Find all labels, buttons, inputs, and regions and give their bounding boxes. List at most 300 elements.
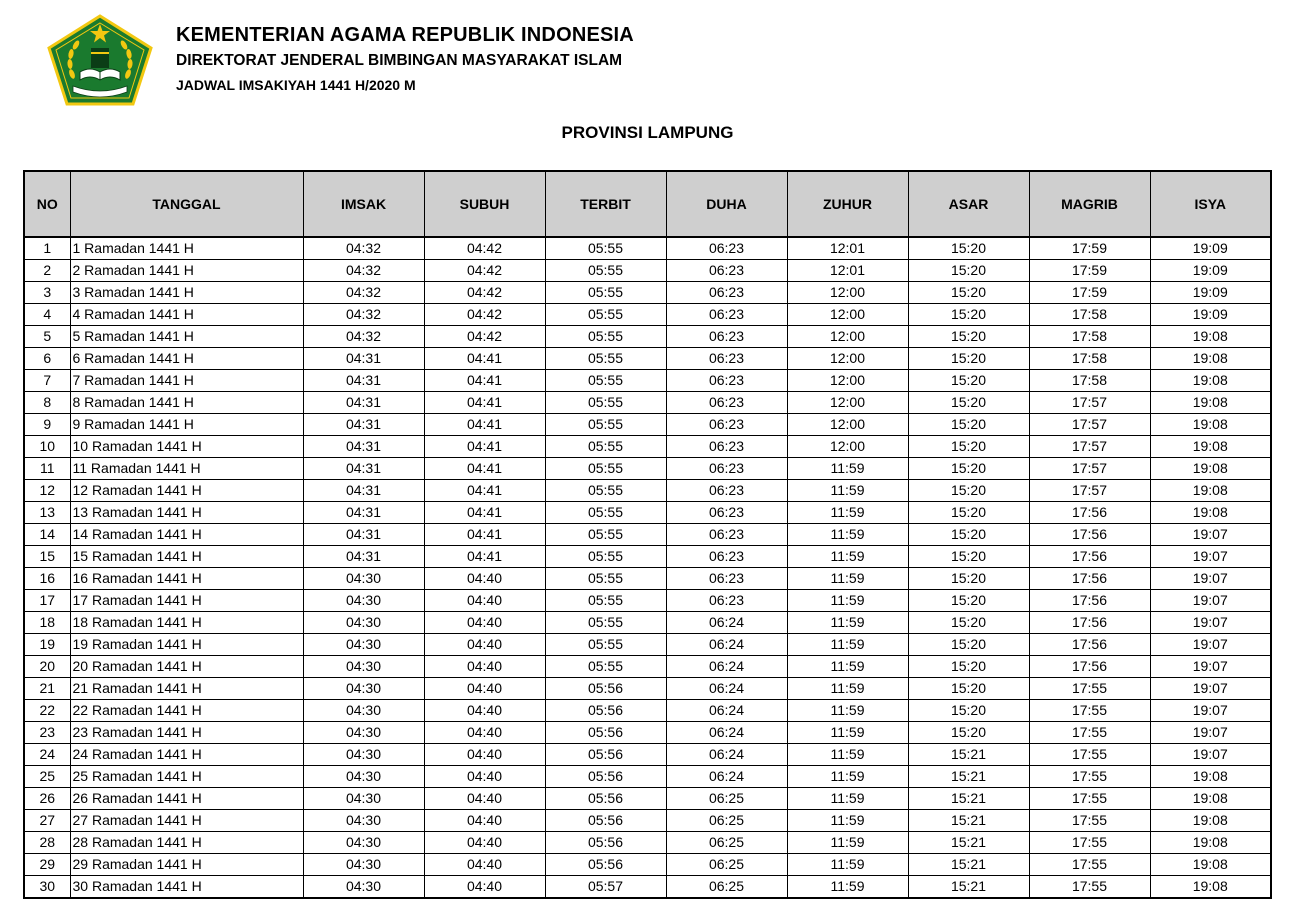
table-row <box>24 546 1271 568</box>
table-cell: 05:55 <box>545 260 666 282</box>
table-row <box>24 656 1271 678</box>
table-cell: 11 <box>24 458 70 480</box>
table-cell: 19 <box>24 634 70 656</box>
table-cell: 15:20 <box>908 304 1029 326</box>
table-cell: 17:56 <box>1029 634 1150 656</box>
table-cell: 26 Ramadan 1441 H <box>70 788 303 810</box>
table-cell: 06:23 <box>666 326 787 348</box>
table-cell: 9 <box>24 414 70 436</box>
table-cell: 25 Ramadan 1441 H <box>70 766 303 788</box>
table-cell: 5 Ramadan 1441 H <box>70 326 303 348</box>
table-row <box>24 744 1271 766</box>
table-cell: 15:20 <box>908 524 1029 546</box>
table-cell: 06:23 <box>666 304 787 326</box>
table-cell: 12:00 <box>787 304 908 326</box>
table-cell: 7 <box>24 370 70 392</box>
table-cell: 19 Ramadan 1441 H <box>70 634 303 656</box>
table-cell: 04:31 <box>303 524 424 546</box>
table-row <box>24 612 1271 634</box>
table-cell: 17:56 <box>1029 612 1150 634</box>
table-cell: 19:08 <box>1150 832 1271 854</box>
table-cell: 11 Ramadan 1441 H <box>70 458 303 480</box>
table-cell: 11:59 <box>787 744 908 766</box>
table-cell: 04:31 <box>303 414 424 436</box>
table-cell: 06:23 <box>666 502 787 524</box>
table-row <box>24 282 1271 304</box>
table-cell: 6 <box>24 348 70 370</box>
table-cell: 05:55 <box>545 392 666 414</box>
table-cell: 19:08 <box>1150 414 1271 436</box>
table-cell: 15:20 <box>908 237 1029 260</box>
table-cell: 11:59 <box>787 546 908 568</box>
table-cell: 06:23 <box>666 480 787 502</box>
table-cell: 17 Ramadan 1441 H <box>70 590 303 612</box>
table-row <box>24 832 1271 854</box>
table-cell: 04:40 <box>424 590 545 612</box>
table-cell: 19:08 <box>1150 370 1271 392</box>
table-cell: 04:40 <box>424 876 545 899</box>
table-cell: 19:08 <box>1150 436 1271 458</box>
table-cell: 12:00 <box>787 348 908 370</box>
table-cell: 04:31 <box>303 546 424 568</box>
table-cell: 04:30 <box>303 656 424 678</box>
table-cell: 04:41 <box>424 480 545 502</box>
table-cell: 15:20 <box>908 282 1029 304</box>
table-cell: 06:23 <box>666 392 787 414</box>
table-cell: 4 <box>24 304 70 326</box>
table-row <box>24 568 1271 590</box>
table-cell: 04:42 <box>424 304 545 326</box>
table-cell: 12:00 <box>787 392 908 414</box>
table-cell: 06:24 <box>666 612 787 634</box>
table-cell: 14 <box>24 524 70 546</box>
table-cell: 17:57 <box>1029 436 1150 458</box>
table-cell: 19:08 <box>1150 788 1271 810</box>
table-cell: 04:30 <box>303 854 424 876</box>
table-cell: 19:07 <box>1150 524 1271 546</box>
table-cell: 24 <box>24 744 70 766</box>
table-cell: 17:58 <box>1029 348 1150 370</box>
table-cell: 04:40 <box>424 722 545 744</box>
table-cell: 15:21 <box>908 810 1029 832</box>
table-cell: 10 <box>24 436 70 458</box>
table-row <box>24 590 1271 612</box>
table-cell: 28 Ramadan 1441 H <box>70 832 303 854</box>
table-cell: 17:56 <box>1029 568 1150 590</box>
table-cell: 05:55 <box>545 502 666 524</box>
table-cell: 19:07 <box>1150 722 1271 744</box>
table-cell: 17:56 <box>1029 546 1150 568</box>
table-cell: 15:21 <box>908 876 1029 899</box>
table-cell: 27 Ramadan 1441 H <box>70 810 303 832</box>
table-cell: 04:40 <box>424 612 545 634</box>
table-cell: 15:20 <box>908 480 1029 502</box>
table-cell: 04:31 <box>303 392 424 414</box>
table-cell: 15:20 <box>908 326 1029 348</box>
table-cell: 04:41 <box>424 502 545 524</box>
table-cell: 9 Ramadan 1441 H <box>70 414 303 436</box>
table-cell: 05:56 <box>545 700 666 722</box>
table-cell: 05:55 <box>545 612 666 634</box>
table-row <box>24 678 1271 700</box>
table-row <box>24 722 1271 744</box>
table-cell: 05:55 <box>545 458 666 480</box>
table-cell: 19:08 <box>1150 766 1271 788</box>
table-cell: 15:21 <box>908 766 1029 788</box>
table-row <box>24 348 1271 370</box>
table-cell: 19:09 <box>1150 282 1271 304</box>
table-cell: 06:24 <box>666 656 787 678</box>
table-row <box>24 634 1271 656</box>
table-cell: 05:56 <box>545 766 666 788</box>
table-cell: 04:30 <box>303 876 424 899</box>
imsakiyah-table <box>23 170 1272 899</box>
column-header: TANGGAL <box>70 171 303 237</box>
table-cell: 06:25 <box>666 810 787 832</box>
table-cell: 06:24 <box>666 678 787 700</box>
table-row <box>24 370 1271 392</box>
table-cell: 05:55 <box>545 480 666 502</box>
table-cell: 22 Ramadan 1441 H <box>70 700 303 722</box>
table-cell: 15:20 <box>908 656 1029 678</box>
table-cell: 17:57 <box>1029 480 1150 502</box>
table-cell: 11:59 <box>787 568 908 590</box>
table-cell: 06:24 <box>666 700 787 722</box>
table-cell: 19:07 <box>1150 546 1271 568</box>
table-cell: 15:21 <box>908 832 1029 854</box>
table-cell: 04:32 <box>303 260 424 282</box>
table-cell: 15:20 <box>908 722 1029 744</box>
table-cell: 05:56 <box>545 722 666 744</box>
table-cell: 19:07 <box>1150 744 1271 766</box>
table-cell: 04:42 <box>424 326 545 348</box>
table-cell: 05:55 <box>545 568 666 590</box>
table-cell: 21 Ramadan 1441 H <box>70 678 303 700</box>
table-cell: 05:55 <box>545 634 666 656</box>
table-cell: 04:42 <box>424 237 545 260</box>
table-cell: 15:20 <box>908 348 1029 370</box>
table-cell: 15 Ramadan 1441 H <box>70 546 303 568</box>
table-row <box>24 436 1271 458</box>
table-cell: 17:59 <box>1029 260 1150 282</box>
table-cell: 15:20 <box>908 634 1029 656</box>
table-cell: 25 <box>24 766 70 788</box>
table-row <box>24 700 1271 722</box>
table-cell: 24 Ramadan 1441 H <box>70 744 303 766</box>
table-cell: 04:32 <box>303 237 424 260</box>
table-cell: 11:59 <box>787 766 908 788</box>
table-cell: 05:56 <box>545 854 666 876</box>
directorate-title: DIREKTORAT JENDERAL BIMBINGAN MASYARAKAT ISLAM <box>176 52 623 69</box>
table-cell: 04:42 <box>424 260 545 282</box>
table-cell: 06:25 <box>666 788 787 810</box>
table-cell: 15:20 <box>908 700 1029 722</box>
table-cell: 11:59 <box>787 678 908 700</box>
table-row <box>24 766 1271 788</box>
table-cell: 28 <box>24 832 70 854</box>
table-cell: 11:59 <box>787 722 908 744</box>
table-cell: 11:59 <box>787 524 908 546</box>
table-cell: 17:55 <box>1029 854 1150 876</box>
table-cell: 12:01 <box>787 260 908 282</box>
table-cell: 1 <box>24 237 70 260</box>
table-cell: 30 Ramadan 1441 H <box>70 876 303 899</box>
table-cell: 04:30 <box>303 590 424 612</box>
table-row <box>24 304 1271 326</box>
table-cell: 04:30 <box>303 744 424 766</box>
table-cell: 06:23 <box>666 524 787 546</box>
table-row <box>24 524 1271 546</box>
table-cell: 06:23 <box>666 348 787 370</box>
table-cell: 8 Ramadan 1441 H <box>70 392 303 414</box>
table-cell: 19:09 <box>1150 260 1271 282</box>
table-cell: 04:32 <box>303 326 424 348</box>
table-cell: 12:00 <box>787 414 908 436</box>
table-cell: 04:31 <box>303 436 424 458</box>
table-cell: 06:23 <box>666 590 787 612</box>
table-cell: 04:42 <box>424 282 545 304</box>
table-cell: 19:08 <box>1150 458 1271 480</box>
table-cell: 06:25 <box>666 854 787 876</box>
table-row <box>24 260 1271 282</box>
table-cell: 12:01 <box>787 237 908 260</box>
table-cell: 05:57 <box>545 876 666 899</box>
table-cell: 19:07 <box>1150 612 1271 634</box>
table-cell: 17:58 <box>1029 370 1150 392</box>
table-cell: 06:23 <box>666 568 787 590</box>
table-cell: 2 <box>24 260 70 282</box>
table-cell: 11:59 <box>787 832 908 854</box>
table-cell: 10 Ramadan 1441 H <box>70 436 303 458</box>
table-cell: 05:55 <box>545 414 666 436</box>
table-cell: 04:30 <box>303 678 424 700</box>
table-cell: 15:20 <box>908 612 1029 634</box>
table-row <box>24 480 1271 502</box>
table-cell: 04:32 <box>303 304 424 326</box>
table-cell: 04:30 <box>303 766 424 788</box>
table-cell: 17:55 <box>1029 722 1150 744</box>
table-cell: 17:55 <box>1029 700 1150 722</box>
table-cell: 04:30 <box>303 612 424 634</box>
table-cell: 05:55 <box>545 546 666 568</box>
table-cell: 04:30 <box>303 788 424 810</box>
table-cell: 05:55 <box>545 436 666 458</box>
table-cell: 05:55 <box>545 656 666 678</box>
table-cell: 17:58 <box>1029 304 1150 326</box>
table-cell: 17:55 <box>1029 744 1150 766</box>
table-cell: 04:41 <box>424 414 545 436</box>
table-cell: 05:55 <box>545 524 666 546</box>
table-cell: 29 Ramadan 1441 H <box>70 854 303 876</box>
table-cell: 7 Ramadan 1441 H <box>70 370 303 392</box>
table-cell: 12:00 <box>787 326 908 348</box>
table-cell: 19:08 <box>1150 876 1271 899</box>
column-header: IMSAK <box>303 171 424 237</box>
table-cell: 11:59 <box>787 810 908 832</box>
table-row <box>24 237 1271 260</box>
table-cell: 04:40 <box>424 854 545 876</box>
table-cell: 19:07 <box>1150 656 1271 678</box>
table-cell: 11:59 <box>787 876 908 899</box>
table-cell: 04:30 <box>303 722 424 744</box>
table-cell: 12 Ramadan 1441 H <box>70 480 303 502</box>
table-cell: 3 Ramadan 1441 H <box>70 282 303 304</box>
table-cell: 19:07 <box>1150 678 1271 700</box>
table-cell: 17:59 <box>1029 237 1150 260</box>
table-cell: 15:20 <box>908 260 1029 282</box>
table-cell: 6 Ramadan 1441 H <box>70 348 303 370</box>
table-cell: 04:41 <box>424 524 545 546</box>
table-cell: 16 <box>24 568 70 590</box>
table-cell: 04:40 <box>424 656 545 678</box>
table-cell: 11:59 <box>787 788 908 810</box>
table-cell: 11:59 <box>787 502 908 524</box>
table-cell: 15:20 <box>908 590 1029 612</box>
table-cell: 05:55 <box>545 326 666 348</box>
table-cell: 11:59 <box>787 656 908 678</box>
table-cell: 17:58 <box>1029 326 1150 348</box>
table-cell: 12 <box>24 480 70 502</box>
table-cell: 04:30 <box>303 568 424 590</box>
table-cell: 04:40 <box>424 832 545 854</box>
column-header: TERBIT <box>545 171 666 237</box>
table-cell: 04:41 <box>424 546 545 568</box>
ministry-logo <box>47 14 153 106</box>
table-cell: 06:23 <box>666 458 787 480</box>
table-cell: 17:55 <box>1029 678 1150 700</box>
table-cell: 04:41 <box>424 370 545 392</box>
table-cell: 16 Ramadan 1441 H <box>70 568 303 590</box>
table-cell: 06:23 <box>666 282 787 304</box>
table-cell: 30 <box>24 876 70 899</box>
table-cell: 19:08 <box>1150 810 1271 832</box>
table-cell: 04:41 <box>424 458 545 480</box>
table-cell: 17:56 <box>1029 502 1150 524</box>
table-cell: 06:24 <box>666 744 787 766</box>
table-cell: 5 <box>24 326 70 348</box>
table-cell: 05:55 <box>545 370 666 392</box>
table-cell: 20 <box>24 656 70 678</box>
table-row <box>24 810 1271 832</box>
table-cell: 13 Ramadan 1441 H <box>70 502 303 524</box>
ministry-title: KEMENTERIAN AGAMA REPUBLIK INDONESIA <box>176 24 634 46</box>
table-cell: 15:20 <box>908 414 1029 436</box>
table-cell: 17:57 <box>1029 414 1150 436</box>
table-cell: 15:20 <box>908 546 1029 568</box>
table-cell: 04:30 <box>303 634 424 656</box>
table-cell: 05:56 <box>545 744 666 766</box>
table-cell: 04:41 <box>424 392 545 414</box>
column-header: ASAR <box>908 171 1029 237</box>
table-cell: 11:59 <box>787 700 908 722</box>
table-cell: 04:40 <box>424 634 545 656</box>
table-cell: 23 Ramadan 1441 H <box>70 722 303 744</box>
column-header: MAGRIB <box>1029 171 1150 237</box>
table-cell: 15:20 <box>908 370 1029 392</box>
table-cell: 21 <box>24 678 70 700</box>
table-cell: 11:59 <box>787 634 908 656</box>
table-cell: 04:31 <box>303 502 424 524</box>
table-cell: 05:56 <box>545 788 666 810</box>
table-cell: 4 Ramadan 1441 H <box>70 304 303 326</box>
table-cell: 04:41 <box>424 348 545 370</box>
column-header: DUHA <box>666 171 787 237</box>
table-cell: 06:25 <box>666 876 787 899</box>
table-cell: 06:23 <box>666 260 787 282</box>
table-cell: 15:21 <box>908 854 1029 876</box>
table-cell: 15:20 <box>908 568 1029 590</box>
table-cell: 29 <box>24 854 70 876</box>
table-cell: 15:20 <box>908 458 1029 480</box>
table-cell: 12:00 <box>787 370 908 392</box>
table-cell: 13 <box>24 502 70 524</box>
table-cell: 19:07 <box>1150 634 1271 656</box>
table-cell: 15:20 <box>908 502 1029 524</box>
table-row <box>24 458 1271 480</box>
table-cell: 15:20 <box>908 436 1029 458</box>
table-cell: 19:09 <box>1150 304 1271 326</box>
table-cell: 17:56 <box>1029 524 1150 546</box>
table-cell: 19:08 <box>1150 854 1271 876</box>
table-cell: 26 <box>24 788 70 810</box>
table-cell: 17 <box>24 590 70 612</box>
table-body <box>24 237 1271 898</box>
table-cell: 12:00 <box>787 436 908 458</box>
table-row <box>24 392 1271 414</box>
table-cell: 15:20 <box>908 392 1029 414</box>
table-cell: 18 <box>24 612 70 634</box>
table-cell: 11:59 <box>787 612 908 634</box>
table-cell: 17:56 <box>1029 590 1150 612</box>
table-cell: 04:40 <box>424 766 545 788</box>
table-cell: 17:55 <box>1029 876 1150 899</box>
table-cell: 3 <box>24 282 70 304</box>
table-row <box>24 854 1271 876</box>
column-header: NO <box>24 171 70 237</box>
table-cell: 15:20 <box>908 678 1029 700</box>
table-cell: 17:57 <box>1029 392 1150 414</box>
table-header-row <box>24 171 1271 237</box>
table-cell: 06:25 <box>666 832 787 854</box>
table-row <box>24 876 1271 899</box>
column-header: ZUHUR <box>787 171 908 237</box>
table-cell: 04:40 <box>424 568 545 590</box>
table-cell: 04:31 <box>303 480 424 502</box>
table-cell: 04:40 <box>424 744 545 766</box>
table-cell: 19:08 <box>1150 326 1271 348</box>
table-cell: 8 <box>24 392 70 414</box>
table-row <box>24 502 1271 524</box>
table-cell: 04:31 <box>303 458 424 480</box>
table-cell: 17:55 <box>1029 832 1150 854</box>
table-cell: 05:56 <box>545 678 666 700</box>
table-cell: 11:59 <box>787 458 908 480</box>
table-cell: 05:56 <box>545 832 666 854</box>
table-cell: 2 Ramadan 1441 H <box>70 260 303 282</box>
table-cell: 04:40 <box>424 810 545 832</box>
table-row <box>24 414 1271 436</box>
table-cell: 18 Ramadan 1441 H <box>70 612 303 634</box>
table-cell: 05:55 <box>545 348 666 370</box>
table-cell: 17:55 <box>1029 810 1150 832</box>
table-cell: 06:24 <box>666 722 787 744</box>
table-cell: 05:55 <box>545 237 666 260</box>
table-cell: 06:23 <box>666 414 787 436</box>
table-row <box>24 326 1271 348</box>
table-cell: 06:23 <box>666 237 787 260</box>
column-header: ISYA <box>1150 171 1271 237</box>
schedule-title: JADWAL IMSAKIYAH 1441 H/2020 M <box>176 77 416 93</box>
